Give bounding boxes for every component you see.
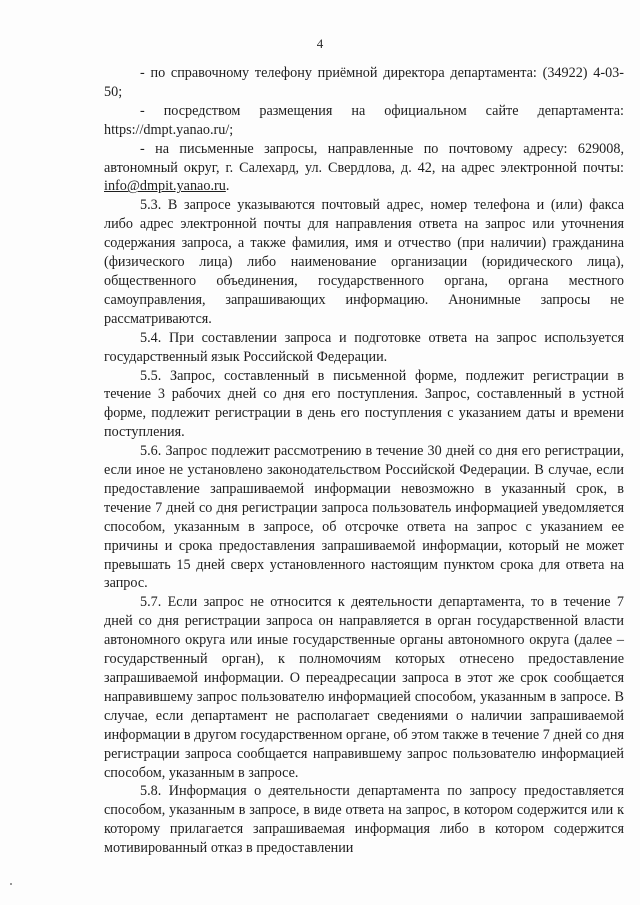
paragraph-5-7: 5.7. Если запрос не относится к деятельности департамента, то в течение 7 дней со дня регистрации запроса он направляется в орган государственной власти автономного округа или иные государственные органы автономного округа (далее – государственный орган), к полномочиям которых отнесено предоставление запрашиваемой информации. О переадресации запроса в этот же срок сообщается направившему запрос пользователю информацией способом, указанным в запросе. В случае, если департамент не располагает сведениями о наличии запрашиваемой информации в другом государственном органе, об этом также в течение 7 дней со дня регистрации запроса сообщается направившему запрос пользователю информацией способом, указанным в запросе. xyxy=(104,594,624,781)
email-link[interactable]: info@dmpit.yanao.ru xyxy=(104,178,226,195)
postal-text: - на письменные запросы, направленные по почтовому адресу: 629008, автономный округ, г. Салехард, ул. Свердлова, д. 42, на адрес электронной почты: xyxy=(104,140,624,176)
paragraph-5-6: 5.6. Запрос подлежит рассмотрению в течение 30 дней со дня его регистрации, если иное не установлено законодательством Российской Федерации. В случае, если предоставление запрашиваемой информации невозможно в указанный срок, в течение 7 дней со дня регистрации запроса пользователь информацией уведомляется способом, указанным в запросе, об отсрочке ответа на запрос с указанием ее причины и срока предоставления запрашиваемой информации, который не может превышать 15 дней сверх установленного настоящим пунктом срока для ответа на запрос. xyxy=(104,443,624,592)
page-number: 4 xyxy=(316,36,324,51)
paragraph-website: - посредством размещения на официальном сайте департамента: https://dmpt.yanao.ru/; xyxy=(104,102,624,138)
scan-dust-mark xyxy=(10,883,12,885)
paragraph-5-4: 5.4. При составлении запроса и подготовке ответа на запрос используется государственный язык Российской Федерации. xyxy=(104,329,624,365)
paragraph-phone: - по справочному телефону приёмной директора департамента: (34922) 4-03-50; xyxy=(104,65,624,100)
paragraph-5-3: 5.3. В запросе указываются почтовый адрес, номер телефона и (или) факса либо адрес электронной почты для направления ответа на запрос или уточнения содержания запроса, а также фамилия, имя и отчество (при наличии) гражданина (физического лица) либо наименование организации (юридического лица), общественного объединения, государственного органа, органа местного самоуправления, запрашивающих информацию. Анонимные запросы не рассматриваются. xyxy=(104,197,624,327)
paragraph-5-8: 5.8. Информация о деятельности департамента по запросу предоставляется способом, указанным в запросе, в виде ответа на запрос, в котором содержится или к которому прилагается запрашиваемая информация либо в котором содержится мотивированный отказ в предоставлении xyxy=(104,783,624,857)
paragraph-postal xyxy=(104,140,624,197)
postal-text-end: . xyxy=(225,178,230,195)
document-body xyxy=(104,64,624,858)
paragraph-5-5: 5.5. Запрос, составленный в письменной форме, подлежит регистрации в течение 3 рабочих дней со дня его поступления. Запрос, составленный в устной форме, подлежит регистрации в день его поступления с указанием даты и времени поступления. xyxy=(104,367,624,441)
